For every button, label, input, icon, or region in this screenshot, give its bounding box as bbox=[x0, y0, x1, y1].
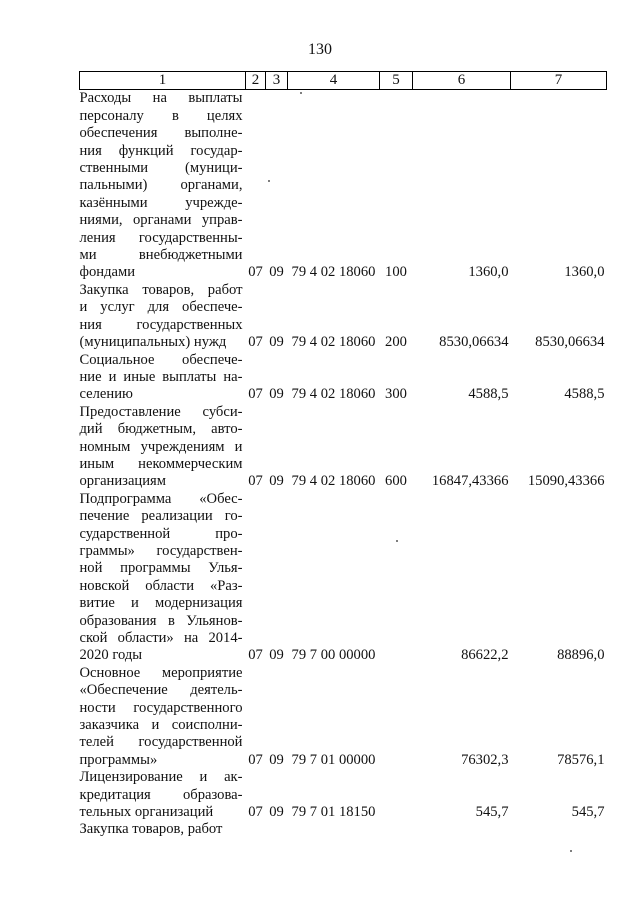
row-name bbox=[80, 352, 246, 404]
row-name-line: телей государственной bbox=[79, 734, 243, 751]
row-name-line: и услуг для обеспече- bbox=[79, 299, 243, 316]
cell-c6: 4588,5 bbox=[468, 386, 509, 403]
row-name-line: новской области «Раз- bbox=[79, 577, 243, 594]
row-name-line: печение реализации го- bbox=[79, 508, 243, 525]
cell-c4: 79 7 00 00000 bbox=[291, 647, 376, 664]
row-name-line: ниями, органами управ- bbox=[79, 212, 243, 229]
row-name-line: организациям bbox=[79, 473, 166, 490]
scan-speck bbox=[300, 92, 302, 94]
cell-c3: 09 bbox=[269, 386, 284, 403]
cell-c3: 09 bbox=[269, 334, 284, 351]
budget-table bbox=[79, 71, 607, 839]
row-name-line: ми внебюджетными bbox=[79, 247, 243, 264]
table-row bbox=[80, 665, 607, 769]
cell-c2: 07 bbox=[248, 386, 263, 403]
cell-c3: 09 bbox=[269, 264, 284, 281]
row-name-line: программы» bbox=[79, 751, 158, 768]
row-name-line: Социальное обеспече- bbox=[79, 351, 243, 368]
cell-c2: 07 bbox=[248, 334, 263, 351]
row-name-line: ние и иные выплаты на- bbox=[79, 368, 243, 385]
row-name-line: тельных организаций bbox=[79, 804, 214, 821]
row-name-line: Подпрограмма «Обес- bbox=[79, 490, 243, 507]
row-name-line: персоналу в целях bbox=[79, 107, 243, 124]
header-col-4: 4 bbox=[288, 72, 380, 90]
header-col-5: 5 bbox=[380, 72, 413, 90]
cell-c2: 07 bbox=[248, 647, 263, 664]
cell-c6: 8530,06634 bbox=[439, 334, 509, 351]
header-col-6: 6 bbox=[413, 72, 511, 90]
cell-c6: 86622,2 bbox=[461, 647, 509, 664]
row-name bbox=[80, 665, 246, 769]
cell-c4: 79 4 02 18060 bbox=[291, 264, 376, 281]
header-row bbox=[80, 72, 607, 90]
table-row bbox=[80, 90, 607, 282]
row-name bbox=[80, 769, 246, 821]
row-name-line: (муниципальных) нужд bbox=[79, 334, 227, 351]
row-name-line: Расходы на выплаты bbox=[79, 90, 243, 107]
cell-c5: 300 bbox=[385, 386, 407, 403]
row-name-line: обеспечения выполне- bbox=[79, 125, 243, 142]
cell-c3: 09 bbox=[269, 647, 284, 664]
row-name-line: витие и модернизация bbox=[79, 595, 243, 612]
scan-speck bbox=[396, 540, 398, 542]
cell-c6: 16847,43366 bbox=[431, 473, 509, 490]
cell-c4: 79 7 01 00000 bbox=[291, 751, 376, 768]
cell-c5: 200 bbox=[385, 334, 407, 351]
cell-c6: 76302,3 bbox=[461, 751, 509, 768]
header-col-3: 3 bbox=[266, 72, 288, 90]
row-name-line: Закупка товаров, работ bbox=[79, 281, 243, 298]
row-name-line: образования в Ульянов- bbox=[79, 612, 243, 629]
table-row bbox=[80, 352, 607, 404]
cell-c6 bbox=[413, 821, 511, 838]
cell-c4 bbox=[288, 821, 380, 838]
table-row bbox=[80, 491, 607, 665]
row-name-line: ния государственных bbox=[79, 316, 243, 333]
row-name-line: номным учреждениям и bbox=[79, 438, 243, 455]
row-name-line: фондами bbox=[79, 264, 136, 281]
row-name bbox=[80, 491, 246, 665]
cell-c2: 07 bbox=[248, 751, 263, 768]
cell-c5: 600 bbox=[385, 473, 407, 490]
cell-c5: 100 bbox=[385, 264, 407, 281]
row-name-line: дий бюджетным, авто- bbox=[79, 421, 243, 438]
row-name-line: Основное мероприятие bbox=[79, 664, 243, 681]
cell-c3 bbox=[266, 821, 288, 838]
row-name-line: «Обеспечение деятель- bbox=[79, 682, 243, 699]
table-row bbox=[80, 821, 607, 838]
table-row bbox=[80, 769, 607, 821]
cell-c3: 09 bbox=[269, 804, 284, 821]
cell-c5 bbox=[380, 821, 413, 838]
page-number: 130 bbox=[308, 41, 332, 58]
cell-c7 bbox=[511, 821, 607, 838]
cell-c4: 79 4 02 18060 bbox=[291, 334, 376, 351]
row-name bbox=[80, 282, 246, 352]
row-name-line: селению bbox=[79, 386, 133, 403]
cell-c6: 1360,0 bbox=[468, 264, 509, 281]
cell-c3: 09 bbox=[269, 751, 284, 768]
row-name-line: казёнными учрежде- bbox=[79, 194, 243, 211]
row-name-line: ной программы Улья- bbox=[79, 560, 243, 577]
cell-c7: 545,7 bbox=[571, 804, 605, 821]
row-name-line: пальными) органами, bbox=[79, 177, 243, 194]
cell-c7: 4588,5 bbox=[564, 386, 605, 403]
cell-c6: 545,7 bbox=[475, 804, 509, 821]
row-name bbox=[80, 404, 246, 491]
cell-c7: 15090,43366 bbox=[527, 473, 605, 490]
cell-c7: 8530,06634 bbox=[535, 334, 605, 351]
cell-c2: 07 bbox=[248, 473, 263, 490]
row-name-line: сударственной про- bbox=[79, 525, 243, 542]
header-col-7: 7 bbox=[511, 72, 607, 90]
table-row bbox=[80, 282, 607, 352]
row-name-line: Закупка товаров, работ bbox=[79, 821, 223, 838]
header-col-2: 2 bbox=[246, 72, 266, 90]
cell-c7: 78576,1 bbox=[557, 751, 605, 768]
cell-c2 bbox=[246, 821, 266, 838]
cell-c4: 79 4 02 18060 bbox=[291, 386, 376, 403]
row-name-line: заказчика и соисполни- bbox=[79, 717, 243, 734]
cell-c5 bbox=[380, 665, 413, 769]
cell-c5 bbox=[380, 769, 413, 821]
cell-c7: 1360,0 bbox=[564, 264, 605, 281]
cell-c4: 79 4 02 18060 bbox=[291, 473, 376, 490]
scan-speck bbox=[268, 180, 270, 182]
row-name-line: Предоставление субси- bbox=[79, 403, 243, 420]
cell-c2: 07 bbox=[248, 804, 263, 821]
cell-c3: 09 bbox=[269, 473, 284, 490]
cell-c2: 07 bbox=[248, 264, 263, 281]
row-name-line: граммы» государствен- bbox=[79, 542, 243, 559]
cell-c5 bbox=[380, 491, 413, 665]
row-name-line: ственными (муници- bbox=[79, 160, 243, 177]
row-name-line: ской области» на 2014- bbox=[79, 630, 243, 646]
row-name-line: ния функций государ- bbox=[79, 142, 243, 159]
cell-c4: 79 7 01 18150 bbox=[291, 804, 376, 821]
row-name-line: Лицензирование и ак- bbox=[79, 769, 243, 786]
row-name-line: иным некоммерческим bbox=[79, 455, 243, 472]
row-name-line: ности государственного bbox=[79, 699, 243, 716]
row-name-line: ления государственны- bbox=[79, 229, 243, 246]
row-name bbox=[80, 90, 246, 282]
header-col-1: 1 bbox=[80, 72, 246, 90]
row-name bbox=[80, 821, 246, 838]
table-row bbox=[80, 404, 607, 491]
row-name-line: 2020 годы bbox=[79, 647, 143, 664]
cell-c7: 88896,0 bbox=[557, 647, 605, 664]
scan-speck bbox=[570, 850, 572, 852]
row-name-line: кредитация образова- bbox=[79, 786, 243, 803]
